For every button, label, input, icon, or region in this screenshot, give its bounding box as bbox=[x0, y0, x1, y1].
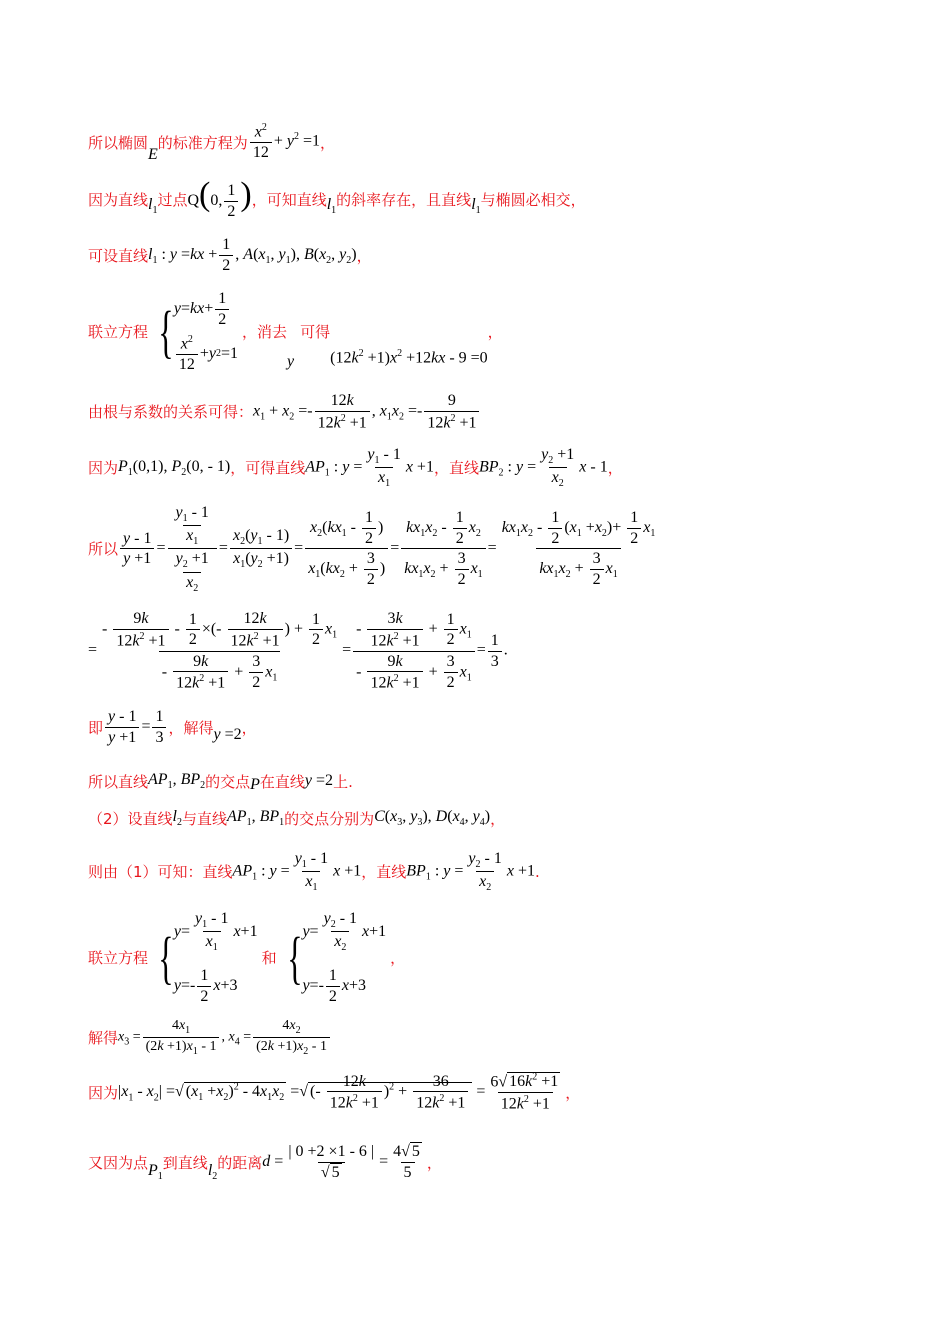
text-segment: 因为直线 bbox=[88, 190, 149, 209]
math-AP1-BP2: $AP_1$, $BP_2$ bbox=[148, 770, 206, 792]
text-segment: 与直线 bbox=[182, 810, 228, 828]
text-segment: 的标准方程为 bbox=[157, 133, 248, 152]
text-segment: ，解得 bbox=[168, 718, 214, 737]
math-line-def: $l_1$ : y =kx + $\frac{1}{2}$ , $A(x_1$, $y_1$), $B(x_2$, $y_2$) bbox=[148, 236, 357, 274]
math-ratio-eq: $\frac{y - 1}{y +1}$ = $\frac{1}{3}$ bbox=[103, 708, 168, 746]
text-segment: 解得 bbox=[88, 1028, 119, 1047]
line-intersection-on-line bbox=[88, 768, 353, 794]
text-segment: ， bbox=[426, 1153, 442, 1172]
math-y-equals-2: y =2 bbox=[304, 772, 334, 789]
math-BP1: $BP_1$ : y = $\frac{y_2 - 1}{x_2}$ x +1 bbox=[406, 850, 535, 894]
line-vieta bbox=[88, 392, 481, 432]
math-points-P: $P_1(0,1)$, $P_2(0$, - 1) bbox=[118, 457, 231, 478]
math-l1: $l_1$ bbox=[326, 196, 337, 217]
text-segment: 所以 bbox=[88, 540, 119, 559]
math-l1: $l_1$ bbox=[471, 196, 481, 217]
math-x-difference: $|x_1 - x_2|$ =√ $(x_1 +x_2)^2 - 4x_1x_2$ =√ (- $\frac{12k}{12k^2 +1}$ )$^2$ + $\frac{36}{12k^2 +1}$ = $\frac{6√ 16k^2 +1}{12k^2 +1}$ bbox=[118, 1072, 559, 1113]
text-segment: 的斜率存在，且直线 bbox=[336, 190, 472, 209]
text-segment: 则由（1）可知：直线 bbox=[88, 863, 233, 882]
text-segment: ，直线 bbox=[433, 459, 479, 478]
text-segment: 到直线 bbox=[162, 1153, 208, 1172]
math-vieta: $x_1 + x_2$ =- $\frac{12k}{12k^2 +1}$ , $x_1x_2$ =- $\frac{9}{12k^2 +1}$ bbox=[253, 392, 481, 432]
text-segment: 与椭圆必相交， bbox=[480, 190, 586, 209]
line-solve-x3-x4 bbox=[88, 1018, 332, 1057]
math-points-CD: $C(x_3$, $y_3$), $D(x_4$, $y_4$) bbox=[374, 808, 491, 829]
math-E: E bbox=[148, 146, 158, 163]
math-point-Q: Q(0, $\frac{1}{2}$ ) bbox=[187, 176, 252, 220]
text-segment: . bbox=[535, 862, 540, 881]
math-AP1-BP1: $AP_1$, $BP_1$ bbox=[227, 808, 285, 829]
text-segment: ， bbox=[241, 718, 257, 737]
text-segment: ， bbox=[390, 949, 406, 968]
text-segment: 过点 bbox=[157, 190, 188, 209]
text-segment: ，消去 bbox=[242, 323, 288, 342]
math-l1: $l_1$ bbox=[148, 196, 158, 217]
text-segment: ，可得直线 bbox=[230, 459, 306, 478]
math-ratio-continued: = - $\frac{9k}{12k^2 +1}$ - $\frac{1}{2}$ ×(- $\frac{12k}{12k^2 +1}$ ) + $\frac{1}{2}$ $x_1$ - $\frac{9k}{12k^2 +1}$ + $\frac{3}{2}$ $x_1$ = - $\frac{3k}{12k^2 +1}$ + $\frac{1}{2}$ $x_1$ - $\frac{9k}{12k^2 +1}$ + $\frac{3}{2}$ $x_1$ = $\frac{1}{3}$ . bbox=[88, 610, 508, 692]
text-segment: （2）设直线 bbox=[88, 810, 173, 828]
text-segment: 的距离 bbox=[217, 1153, 263, 1172]
text-segment: 可得 bbox=[300, 323, 331, 342]
text-segment: ， bbox=[356, 246, 372, 265]
text-segment: ，直线 bbox=[361, 863, 407, 882]
math-system-BP1: { y = $\frac{y_2 - 1}{x_2}$ x +1 y =- $\frac{1}{2}$ x +3 bbox=[286, 910, 387, 1005]
text-segment: 和 bbox=[261, 949, 277, 968]
line-system-2 bbox=[88, 910, 405, 1006]
math-ellipse-eq: $\frac{x^2}{12}$ + $y^2 =1$ bbox=[248, 122, 320, 162]
math-P: P bbox=[250, 776, 260, 793]
text-segment: 的交点分别为 bbox=[284, 810, 375, 828]
line-part-2 bbox=[88, 808, 505, 829]
text-segment: ， bbox=[487, 323, 503, 342]
text-segment: ， bbox=[607, 459, 623, 478]
line-set-line bbox=[88, 236, 372, 274]
line-distance bbox=[88, 1142, 442, 1182]
math-system: { y = kx + $\frac{1}{2}$ $\frac{x^2}{12}$ + y 2 =1 bbox=[158, 290, 239, 374]
line-from-part-1 bbox=[88, 850, 540, 893]
text-segment: 的交点 bbox=[205, 772, 251, 791]
math-y-equals-2: y =2 bbox=[213, 726, 242, 744]
math-distance: d = $\frac{| 0 +2 \times 1 - 6 |}{√ 5}$ = $\frac{4√ 5}{5}$ bbox=[262, 1143, 420, 1181]
math-AP1: $AP_1$ : y = $\frac{y_1 - 1}{x_1}$ x +1 bbox=[232, 850, 362, 894]
text-segment: ， bbox=[490, 810, 506, 828]
text-segment: 由根与系数的关系可得： bbox=[88, 403, 254, 422]
math-l2: $l_2$ bbox=[172, 808, 182, 829]
math-l2: $l_2$ bbox=[207, 1162, 218, 1183]
text-segment: 因为 bbox=[88, 1083, 119, 1102]
text-segment: 在直线 bbox=[259, 772, 305, 791]
math-ratio-chain: $\frac{y - 1}{y +1}$ = $\frac{\frac{y_1 - 1}{x_1}}{\frac{y_2 +1}{x_2}}$ = $\frac{x_2(y_1 - 1)}{x_1(y_2 +1)}$ = $x_2(kx_1$ - $\frac{1}{2}$ ) $x_1(kx_2$ + $\frac{3}{2}$ ) = $kx_1x_2$ - $\frac{1}{2}$ $x_2$ $kx_1x_2$ + $\frac{3}{2}$ $x_1$ = $kx_1x_2$ - $\frac{1}{2}$ $(x_1 +x_2)+$ $\frac{1}{2}$ $x_1$ $kx_1x_2$ + $\frac{3}{2}$ $x_1$ bbox=[118, 504, 660, 594]
line-system-1 bbox=[88, 290, 503, 374]
line-ellipse-equation bbox=[88, 120, 335, 164]
text-segment: 所以直线 bbox=[88, 772, 149, 791]
text-segment: 即 bbox=[88, 718, 104, 737]
text-segment: 可设直线 bbox=[88, 246, 149, 265]
line-ratio bbox=[88, 504, 660, 594]
line-line-through-Q bbox=[88, 178, 586, 220]
math-AP1: $AP_1$ : y = $\frac{y_1 - 1}{x_1}$ x +1 bbox=[305, 446, 434, 490]
line-ratio-continued bbox=[88, 610, 508, 692]
line-AP-BP bbox=[88, 446, 623, 489]
text-segment: 联立方程 bbox=[88, 323, 149, 342]
text-segment: ， bbox=[319, 133, 335, 152]
text-segment: 联立方程 bbox=[88, 949, 149, 968]
math-BP2: $BP_2$ : y = $\frac{y_2 +1}{x_2}$ x - 1 bbox=[478, 446, 608, 490]
text-segment: 上. bbox=[333, 772, 353, 791]
math-quadratic: $(12k^2 +1)x^2 +12kx - 9 =0$ bbox=[330, 348, 488, 367]
math-system-AP1: { y = $\frac{y_1 - 1}{x_1}$ x +1 y =- $\frac{1}{2}$ x +3 bbox=[158, 910, 258, 1005]
math-y: y bbox=[287, 352, 295, 370]
text-segment: 因为 bbox=[88, 459, 119, 478]
math-P1: $P_1$ bbox=[148, 1162, 163, 1183]
line-x-difference bbox=[88, 1072, 580, 1113]
text-segment: 又因为点 bbox=[88, 1153, 149, 1172]
math-x3-x4: $x_3$ = $\frac{4x_1}{(2k +1)x_1 - 1}$ , $x_4$ = $\frac{4x_2}{(2k +1)x_2 - 1}$ bbox=[118, 1018, 332, 1057]
text-segment: ， bbox=[565, 1083, 581, 1102]
text-segment: 所以椭圆 bbox=[88, 133, 149, 152]
line-solve-y bbox=[88, 708, 257, 746]
text-segment: ，可知直线 bbox=[251, 190, 327, 209]
